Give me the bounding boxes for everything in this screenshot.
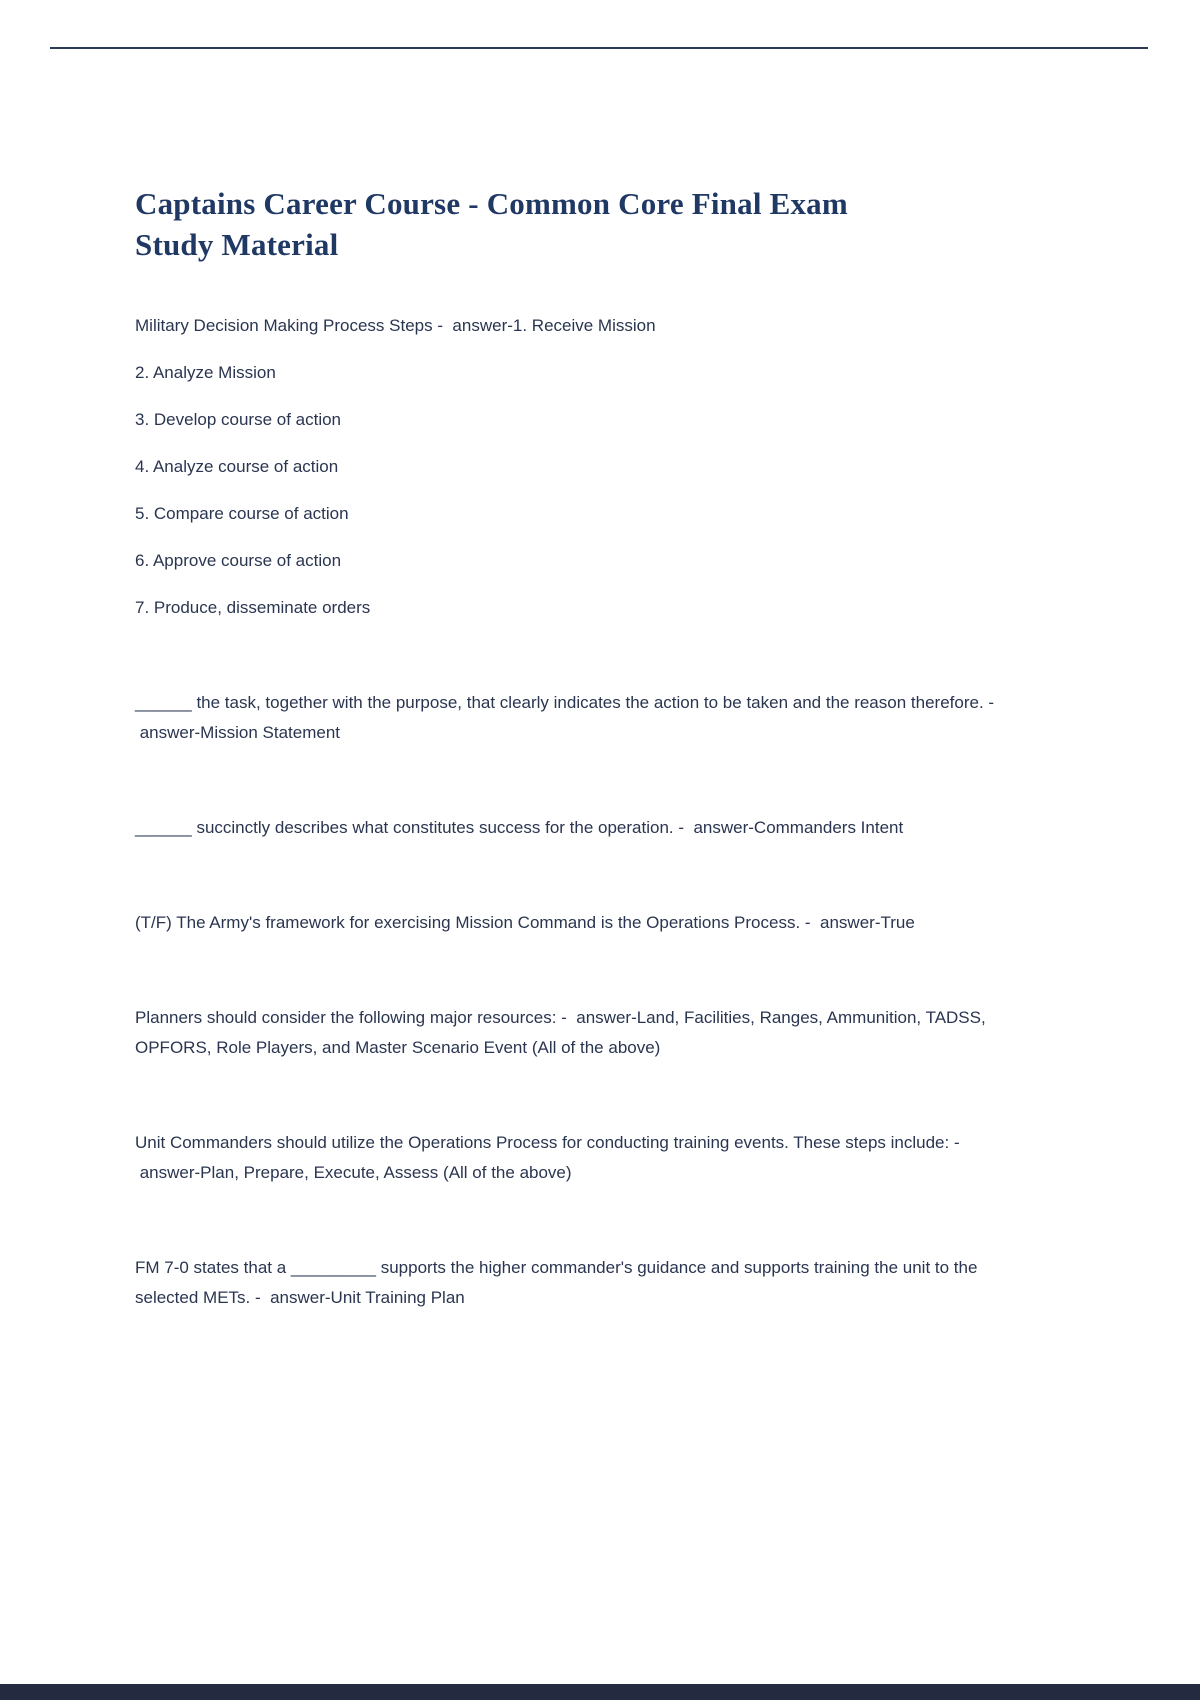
qa-paragraph: Planners should consider the following major resources: - answer-Land, Facilities, Ranges, Ammunition, TADSS, OPFORS, Role Players, and Master Scenario Event (All of the above) <box>135 1008 986 1057</box>
qa-paragraph: Military Decision Making Process Steps - answer-1. Receive Mission <box>135 316 656 335</box>
title-line-2: Study Material <box>135 227 339 262</box>
qa-block-major-resources <box>135 1003 1005 1063</box>
qa-paragraph: FM 7-0 states that a _________ supports the higher commander's guidance and supports training the unit to the selected METs. - answer-Unit Training Plan <box>135 1258 978 1307</box>
qa-block-training-events <box>135 1128 1005 1188</box>
qa-block-mission-statement <box>135 688 1005 748</box>
qa-paragraph: 6. Approve course of action <box>135 551 342 570</box>
qa-paragraph: 4. Analyze course of action <box>135 457 339 476</box>
qa-paragraph: 7. Produce, disseminate orders <box>135 598 371 617</box>
qa-paragraph: 2. Analyze Mission <box>135 363 276 382</box>
qa-block-mdmp-steps <box>135 311 1005 623</box>
qa-block-operations-process-tf <box>135 908 1005 938</box>
title-line-1: Captains Career Course - Common Core Final Exam <box>135 186 848 221</box>
document-content <box>135 0 1005 1313</box>
qa-paragraph: (T/F) The Army's framework for exercising Mission Command is the Operations Process. - answer-True <box>135 913 915 932</box>
qa-list <box>135 311 1005 1313</box>
qa-block-commanders-intent <box>135 813 1005 843</box>
qa-block-unit-training-plan <box>135 1253 1005 1313</box>
qa-paragraph: ______ the task, together with the purpose, that clearly indicates the action to be taken and the reason therefore. - answer-Mission Statement <box>135 693 995 742</box>
qa-paragraph: ______ succinctly describes what constitutes success for the operation. - answer-Commanders Intent <box>135 818 904 837</box>
footer-bar <box>0 1684 1200 1700</box>
page-title <box>135 183 1005 265</box>
qa-paragraph: 5. Compare course of action <box>135 504 349 523</box>
qa-paragraph: Unit Commanders should utilize the Operations Process for conducting training events. These steps include: - answer-Plan, Prepare, Execute, Assess (All of the above) <box>135 1133 960 1182</box>
qa-paragraph: 3. Develop course of action <box>135 410 342 429</box>
